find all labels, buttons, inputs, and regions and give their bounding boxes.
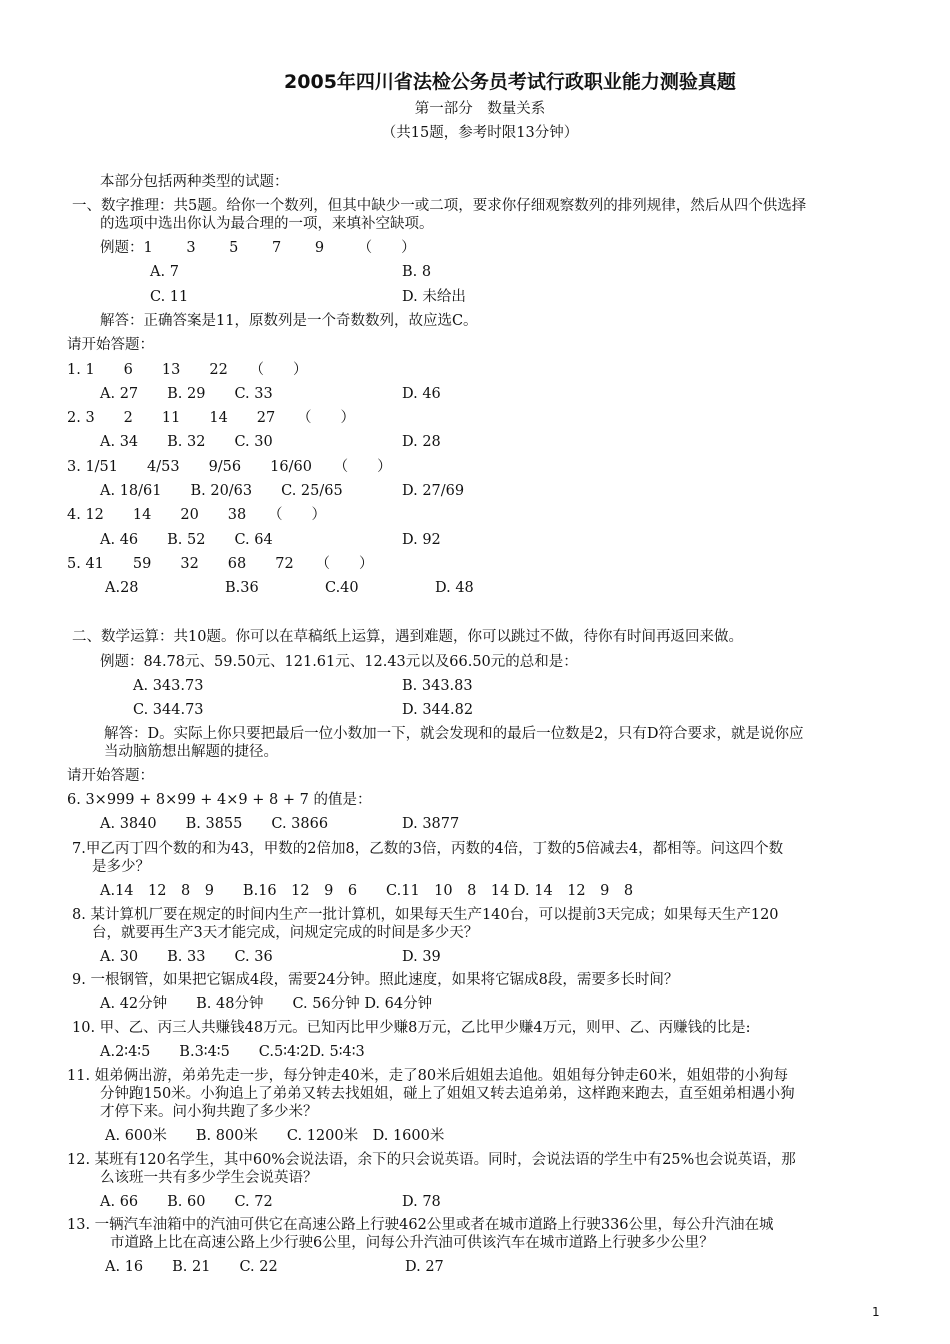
question-2: 2. 3 2 11 14 27 （ ） [67, 410, 355, 426]
question-5: 5. 41 59 32 68 72 （ ） [67, 556, 374, 572]
question-11-cont2: 才停下来。问小狗共跑了多少米？ [100, 1104, 318, 1120]
example-sequence: 例题：1 3 5 7 9 （ ） [100, 240, 416, 256]
question-8-cont: 台，就要再生产3天才能完成，问规定完成的时间是多少天？ [92, 925, 479, 941]
question-11-options: A. 600米 B. 800米 C. 1200米 D. 1600米 [105, 1128, 445, 1144]
question-10: 10. 甲、乙、丙三人共赚钱48万元。已知丙比甲少赚8万元，乙比甲少赚4万元，则甲、乙、丙赚钱的比是: [72, 1020, 751, 1036]
question-12-cont: 么该班一共有多少学生会说英语？ [100, 1170, 318, 1186]
question-10-options: A.2∶4∶5 B.3∶4∶5 C.5∶4∶2D. 5∶4∶3 [100, 1044, 365, 1060]
page-number: 1 [872, 1305, 880, 1319]
question-1-option-d: D. 46 [402, 386, 441, 402]
question-1-options: A. 27 B. 29 C. 33 [100, 386, 273, 402]
question-12-options: A. 66 B. 60 C. 72 [100, 1194, 273, 1210]
example-option-a: A. 7 [150, 264, 179, 280]
question-8: 8. 某计算机厂要在规定的时间内生产一批计算机，如果每天生产140台，可以提前3天完成；如果每天生产120 [72, 907, 779, 923]
time-note: （共15题，参考时限13分钟） [381, 125, 579, 141]
question-3-options: A. 18/61 B. 20/63 C. 25/65 [100, 483, 343, 499]
part-heading: 第一部分 数量关系 [414, 101, 546, 117]
question-13-option-d: D. 27 [405, 1259, 444, 1275]
question-1: 1. 1 6 13 22 （ ） [67, 362, 308, 378]
section1-desc: 一、数字推理：共5题。给你一个数列，但其中缺少一或二项，要求你仔细观察数列的排列规律，然后从四个供选择 [72, 198, 807, 214]
example2-option-c: C. 344.73 [133, 702, 204, 718]
question-8-option-d: D. 39 [402, 949, 441, 965]
question-5-option-c: C.40 [325, 580, 359, 596]
example2-option-a: A. 343.73 [133, 678, 204, 694]
question-7-options: A.14 12 8 9 B.16 12 9 6 C.11 10 8 14 D. 14 12 9 8 [100, 883, 634, 899]
question-11: 11. 姐弟俩出游，弟弟先走一步，每分钟走40米，走了80米后姐姐去追他。姐姐每分钟走60米，姐姐带的小狗每 [67, 1068, 789, 1084]
example2-option-d: D. 344.82 [402, 702, 474, 718]
question-13-options: A. 16 B. 21 C. 22 [105, 1259, 278, 1275]
question-6-option-d: D. 3877 [402, 816, 460, 832]
question-8-options: A. 30 B. 33 C. 36 [100, 949, 273, 965]
question-13: 13. 一辆汽车油箱中的汽油可供它在高速公路上行驶462公里或者在城市道路上行驶336公里，每公升汽油在城 [67, 1217, 774, 1233]
question-5-option-d: D. 48 [435, 580, 474, 596]
example2-option-b: B. 343.83 [402, 678, 473, 694]
example2-question: 例题：84.78元、59.50元、121.61元、12.43元以及66.50元的总和是： [100, 654, 578, 670]
start-label-2: 请开始答题： [67, 768, 154, 784]
question-9-options: A. 42分钟 B. 48分钟 C. 56分钟 D. 64分钟 [100, 996, 433, 1012]
example-option-d: D. 未给出 [402, 289, 466, 305]
question-4-options: A. 46 B. 52 C. 64 [100, 532, 273, 548]
page-title: 2005年四川省法检公务员考试行政职业能力测验真题 [284, 71, 736, 93]
question-12: 12. 某班有120名学生，其中60%会说法语，余下的只会说英语。同时，会说法语的学生中有25%也会说英语，那 [67, 1152, 796, 1168]
example-answer: 解答：正确答案是11，原数列是一个奇数数列，故应选C。 [100, 313, 478, 329]
question-7-cont: 是多少？ [92, 859, 150, 875]
section1-desc-cont: 的选项中选出你认为最合理的一项，来填补空缺项。 [100, 216, 434, 232]
example-option-b: B. 8 [402, 264, 432, 280]
question-2-options: A. 34 B. 32 C. 30 [100, 434, 273, 450]
example2-answer-cont: 当动脑筋想出解题的捷径。 [104, 744, 278, 760]
question-7: 7.甲乙丙丁四个数的和为43，甲数的2倍加8，乙数的3倍，丙数的4倍，丁数的5倍减去4，都相等。问这四个数 [72, 841, 784, 857]
example-option-c: C. 11 [150, 289, 189, 305]
question-3-option-d: D. 27/69 [402, 483, 465, 499]
question-5-option-a: A.28 [105, 580, 139, 596]
intro-text: 本部分包括两种类型的试题： [100, 174, 289, 190]
question-11-cont: 分钟跑150米。小狗追上了弟弟又转去找姐姐，碰上了姐姐又转去追弟弟，这样跑来跑去，直至姐弟相遇小狗 [100, 1086, 795, 1102]
question-2-option-d: D. 28 [402, 434, 441, 450]
question-13-cont: 市道路上比在高速公路上少行驶6公里，问每公升汽油可供该汽车在城市道路上行驶多少公里？ [110, 1235, 714, 1251]
question-6: 6. 3×999 + 8×99 + 4×9 + 8 + 7 的值是： [67, 792, 372, 808]
section2-desc: 二、数学运算：共10题。你可以在草稿纸上运算，遇到难题，你可以跳过不做，待你有时间再返回来做。 [72, 629, 743, 645]
start-label: 请开始答题： [67, 337, 154, 353]
question-9: 9. 一根钢管，如果把它锯成4段，需要24分钟。照此速度，如果将它锯成8段，需要多长时间？ [72, 972, 679, 988]
question-4-option-d: D. 92 [402, 532, 441, 548]
question-12-option-d: D. 78 [402, 1194, 441, 1210]
question-6-options: A. 3840 B. 3855 C. 3866 [100, 816, 329, 832]
question-3: 3. 1/51 4/53 9/56 16/60 （ ） [67, 459, 392, 475]
question-5-option-b: B.36 [225, 580, 259, 596]
question-4: 4. 12 14 20 38 （ ） [67, 507, 326, 523]
example2-answer: 解答：D。实际上你只要把最后一位小数加一下，就会发现和的最后一位数是2，只有D符合要求，就是说你应 [104, 726, 804, 742]
